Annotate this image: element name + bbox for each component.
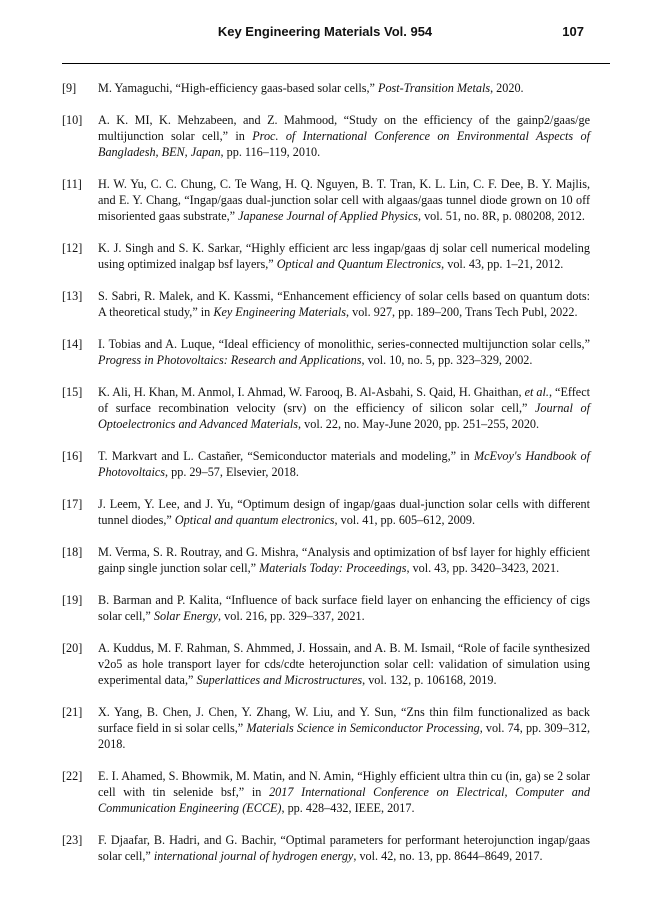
reference-text (98, 177, 590, 223)
reference-source: McEvoy's Handbook of Photovoltaics (98, 449, 590, 479)
reference-source: Japanese Journal of Applied Physics (238, 209, 418, 223)
reference-text (98, 545, 590, 575)
reference-text (98, 449, 590, 479)
reference-segment: , pp. 428–432, IEEE, 2017. (281, 801, 415, 815)
reference-number: [12] (62, 241, 83, 255)
reference-segment: B. Barman and P. Kalita, “Influence of back surface field layer on enhancing the efficiency of cigs solar cell,” (98, 593, 590, 623)
reference-segment: K. J. Singh and S. K. Sarkar, “Highly efficient arc less ingap/gaas dj solar cell numerical modeling using optimized inalgap bsf layers,” (98, 241, 590, 271)
reference-number: [17] (62, 497, 83, 511)
reference-item (62, 592, 590, 624)
reference-list (62, 80, 590, 880)
reference-number: [11] (62, 177, 82, 191)
reference-source: Progress in Photovoltaics: Research and Applications (98, 353, 362, 367)
reference-item (62, 448, 590, 480)
reference-item (62, 496, 590, 528)
reference-item (62, 288, 590, 320)
reference-item (62, 832, 590, 864)
reference-segment: X. Yang, B. Chen, J. Chen, Y. Zhang, W. Liu, and Y. Sun, “Zns thin film functionalized as back surface field in si solar cells,” (98, 705, 590, 735)
reference-item (62, 544, 590, 576)
reference-number: [19] (62, 593, 83, 607)
journal-title: Key Engineering Materials Vol. 954 (217, 24, 433, 39)
reference-segment: E. I. Ahamed, S. Bhowmik, M. Matin, and N. Amin, “Highly efficient ultra thin cu (in, ga) se 2 solar cell with tin selenide bsf,” in (98, 769, 590, 799)
reference-text (98, 81, 524, 95)
reference-number: [16] (62, 449, 83, 463)
reference-segment: , vol. 43, pp. 3420–3423, 2021. (406, 561, 560, 575)
reference-source: Solar Energy (153, 609, 219, 623)
reference-source: Journal of Optoelectronics and Advanced Materials (98, 401, 590, 431)
reference-source: Proc. of International Conference on Environmental Aspects of Bangladesh, BEN, Japan (98, 129, 590, 159)
reference-segment: , vol. 41, pp. 605–612, 2009. (334, 513, 475, 527)
reference-segment: M. Yamaguchi, “High-efficiency gaas-based solar cells,” (98, 81, 378, 95)
reference-source: Optical and quantum electronics (174, 513, 335, 527)
reference-number: [21] (62, 705, 83, 719)
reference-segment: , vol. 216, pp. 329–337, 2021. (218, 609, 365, 623)
reference-text (98, 497, 590, 527)
reference-segment: S. Sabri, R. Malek, and K. Kassmi, “Enhancement efficiency of solar cells based on quantum dots: A theoretical study,” in (98, 289, 590, 319)
reference-segment: J. Leem, Y. Lee, and J. Yu, “Optimum design of ingap/gaas dual-junction solar cells with different tunnel diodes,” (98, 497, 590, 527)
reference-segment: , vol. 51, no. 8R, p. 080208, 2012. (417, 209, 585, 223)
reference-source: Post-Transition Metals (378, 81, 491, 95)
reference-item (62, 640, 590, 688)
reference-item (62, 768, 590, 816)
reference-number: [9] (62, 81, 77, 95)
reference-source: Key Engineering Materials (213, 305, 346, 319)
reference-number: [13] (62, 289, 83, 303)
reference-text (98, 593, 590, 623)
reference-segment: I. Tobias and A. Luque, “Ideal efficiency of monolithic, series-connected multijunction solar cells,” (98, 337, 590, 351)
reference-segment: , vol. 22, no. May-June 2020, pp. 251–255, 2020. (298, 417, 540, 431)
reference-source: et al. (524, 385, 549, 399)
reference-segment: M. Verma, S. R. Routray, and G. Mishra, “Analysis and optimization of bsf layer for highly efficient gainp single junction solar cell,” (98, 545, 590, 575)
reference-number: [15] (62, 385, 83, 399)
reference-source: international journal of hydrogen energy (153, 849, 354, 863)
reference-text (98, 241, 590, 271)
reference-segment: H. W. Yu, C. C. Chung, C. Te Wang, H. Q. Nguyen, B. T. Tran, K. L. Lin, C. F. Dee, B. Y. Majlis, and E. Y. Chang, “Ingap/gaas dual-junction solar cell with algaas/gaas tunnel diode grown on 10 off misoriented gaas substrate,” (98, 177, 590, 223)
reference-text (98, 337, 590, 367)
reference-number: [14] (62, 337, 83, 351)
reference-segment: T. Markvart and L. Castañer, “Semiconductor materials and modeling,” in (98, 449, 474, 463)
reference-segment: A. Kuddus, M. F. Rahman, S. Ahmmed, J. Hossain, and A. B. M. Ismail, “Role of facile synthesized v2o5 as hole transport layer for cds/cdte heterojunction solar cell: validation of simulation using experimental data,” (98, 641, 590, 687)
reference-segment: , pp. 29–57, Elsevier, 2018. (165, 465, 299, 479)
reference-segment: , “Effect of surface recombination velocity (srv) on the efficiency of silicon solar cell,” (98, 385, 590, 415)
reference-text (98, 641, 590, 687)
reference-segment: , 2020. (490, 81, 524, 95)
reference-number: [20] (62, 641, 83, 655)
reference-source: Optical and Quantum Electronics (276, 257, 442, 271)
reference-text (98, 385, 590, 431)
reference-segment: , vol. 42, no. 13, pp. 8644–8649, 2017. (353, 849, 543, 863)
reference-text (98, 705, 590, 751)
reference-segment: , vol. 43, pp. 1–21, 2012. (441, 257, 564, 271)
reference-text (98, 833, 590, 863)
reference-segment: A. K. MI, K. Mehzabeen, and Z. Mahmood, “Study on the efficiency of the gainp2/gaas/ge multijunction solar cell,” in (98, 113, 590, 143)
page-number: 107 (562, 24, 584, 39)
reference-text (98, 113, 590, 159)
reference-item (62, 80, 590, 96)
reference-segment: , vol. 74, pp. 309–312, 2018. (98, 721, 590, 751)
reference-segment: , vol. 132, p. 106168, 2019. (362, 673, 497, 687)
reference-source: 2017 International Conference on Electrical, Computer and Communication Engineering (ECCE) (98, 785, 590, 815)
reference-item (62, 112, 590, 160)
reference-item (62, 176, 590, 224)
reference-segment: , vol. 10, no. 5, pp. 323–329, 2002. (361, 353, 533, 367)
reference-number: [18] (62, 545, 83, 559)
reference-text (98, 769, 590, 815)
reference-number: [22] (62, 769, 83, 783)
reference-text (98, 289, 590, 319)
header-rule (62, 63, 610, 64)
reference-item (62, 384, 590, 432)
reference-item (62, 240, 590, 272)
reference-segment: F. Djaafar, B. Hadri, and G. Bachir, “Optimal parameters for performant heterojunction ingap/gaas solar cell,” (98, 833, 590, 863)
reference-segment: K. Ali, H. Khan, M. Anmol, I. Ahmad, W. Farooq, B. Al-Asbahi, S. Qaid, H. Ghaithan, (98, 385, 525, 399)
running-header (62, 24, 588, 46)
reference-segment: , vol. 927, pp. 189–200, Trans Tech Publ, 2022. (346, 305, 578, 319)
reference-source: Materials Science in Semiconductor Processing (246, 721, 480, 735)
reference-source: Superlattices and Microstructures (196, 673, 363, 687)
reference-source: Materials Today: Proceedings (259, 561, 407, 575)
reference-number: [23] (62, 833, 83, 847)
reference-segment: , pp. 116–119, 2010. (220, 145, 321, 159)
reference-number: [10] (62, 113, 83, 127)
reference-item (62, 704, 590, 752)
reference-item (62, 336, 590, 368)
